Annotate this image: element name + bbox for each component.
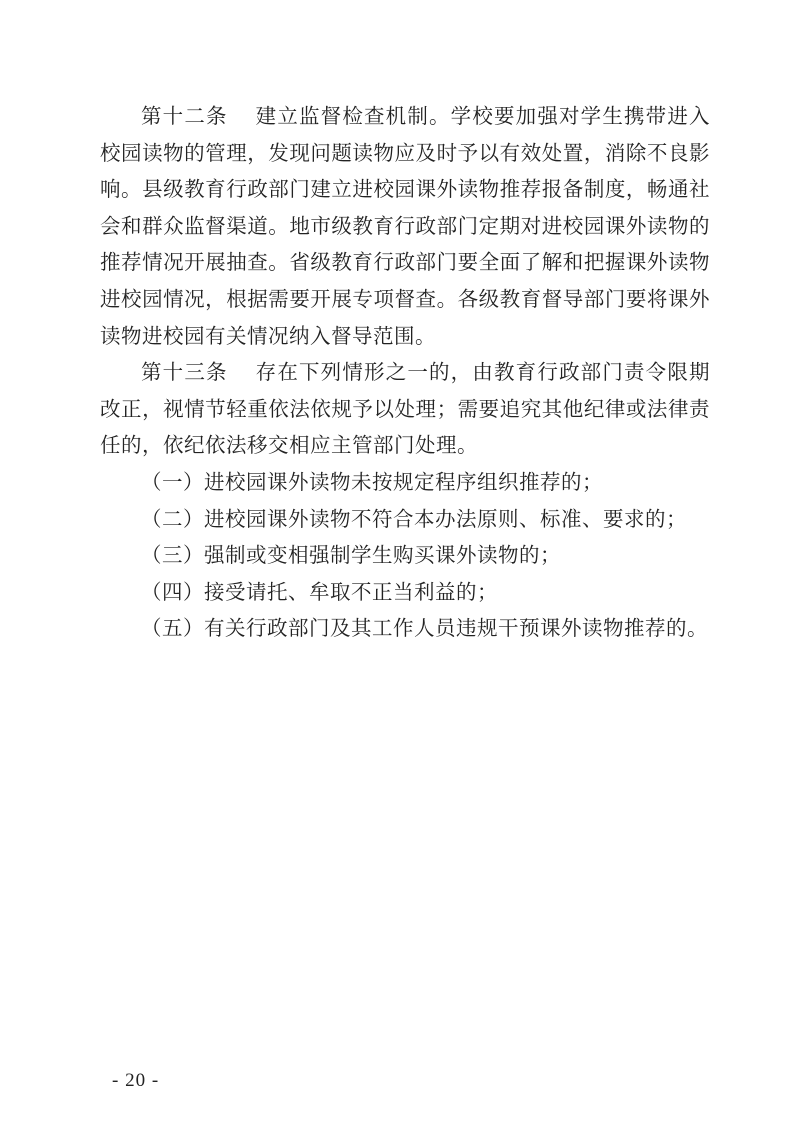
article-13-item-5: （五）有关行政部门及其工作人员违规干预课外读物推荐的。 (141, 616, 708, 641)
article-13-item-1: （一）进校园课外读物未按规定程序组织推荐的； (141, 469, 603, 494)
article-13-item-4: （四）接受请托、牟取不正当利益的； (141, 579, 498, 604)
article-13-paragraph (100, 354, 710, 464)
document-body (100, 98, 710, 647)
page-number: - 20 - (112, 1070, 160, 1091)
article-12-number: 第十二条 (141, 104, 228, 128)
article-13-text: 存在下列情形之一的，由教育行政部门责令限期改正，视情节轻重依法依规予以处理；需要追究其他纪律或法律责任的，依纪依法移交相应主管部门处理。 (100, 360, 711, 458)
article-13-item-2: （二）进校园课外读物不符合本办法原则、标准、要求的； (141, 506, 687, 531)
article-13-number: 第十三条 (141, 360, 228, 385)
article-12-paragraph (100, 98, 710, 354)
article-13-item-3: （三）强制或变相强制学生购买课外读物的； (141, 543, 561, 568)
article-12-text: 建立监督检查机制。学校要加强对学生携带进入校园读物的管理，发现问题读物应及时予以有效处置，消除不良影响。县级教育行政部门建立进校园课外读物推荐报备制度，畅通社会和群众监督渠道。地市级教育行政部门定期对进校园课外读物的推荐情况开展抽查。省级教育行政部门要全面了解和把握课外读物进校园情况，根据需要开展专项督查。各级教育督导部门要将课外读物进校园有关情况纳入督导范围。 (100, 104, 711, 348)
